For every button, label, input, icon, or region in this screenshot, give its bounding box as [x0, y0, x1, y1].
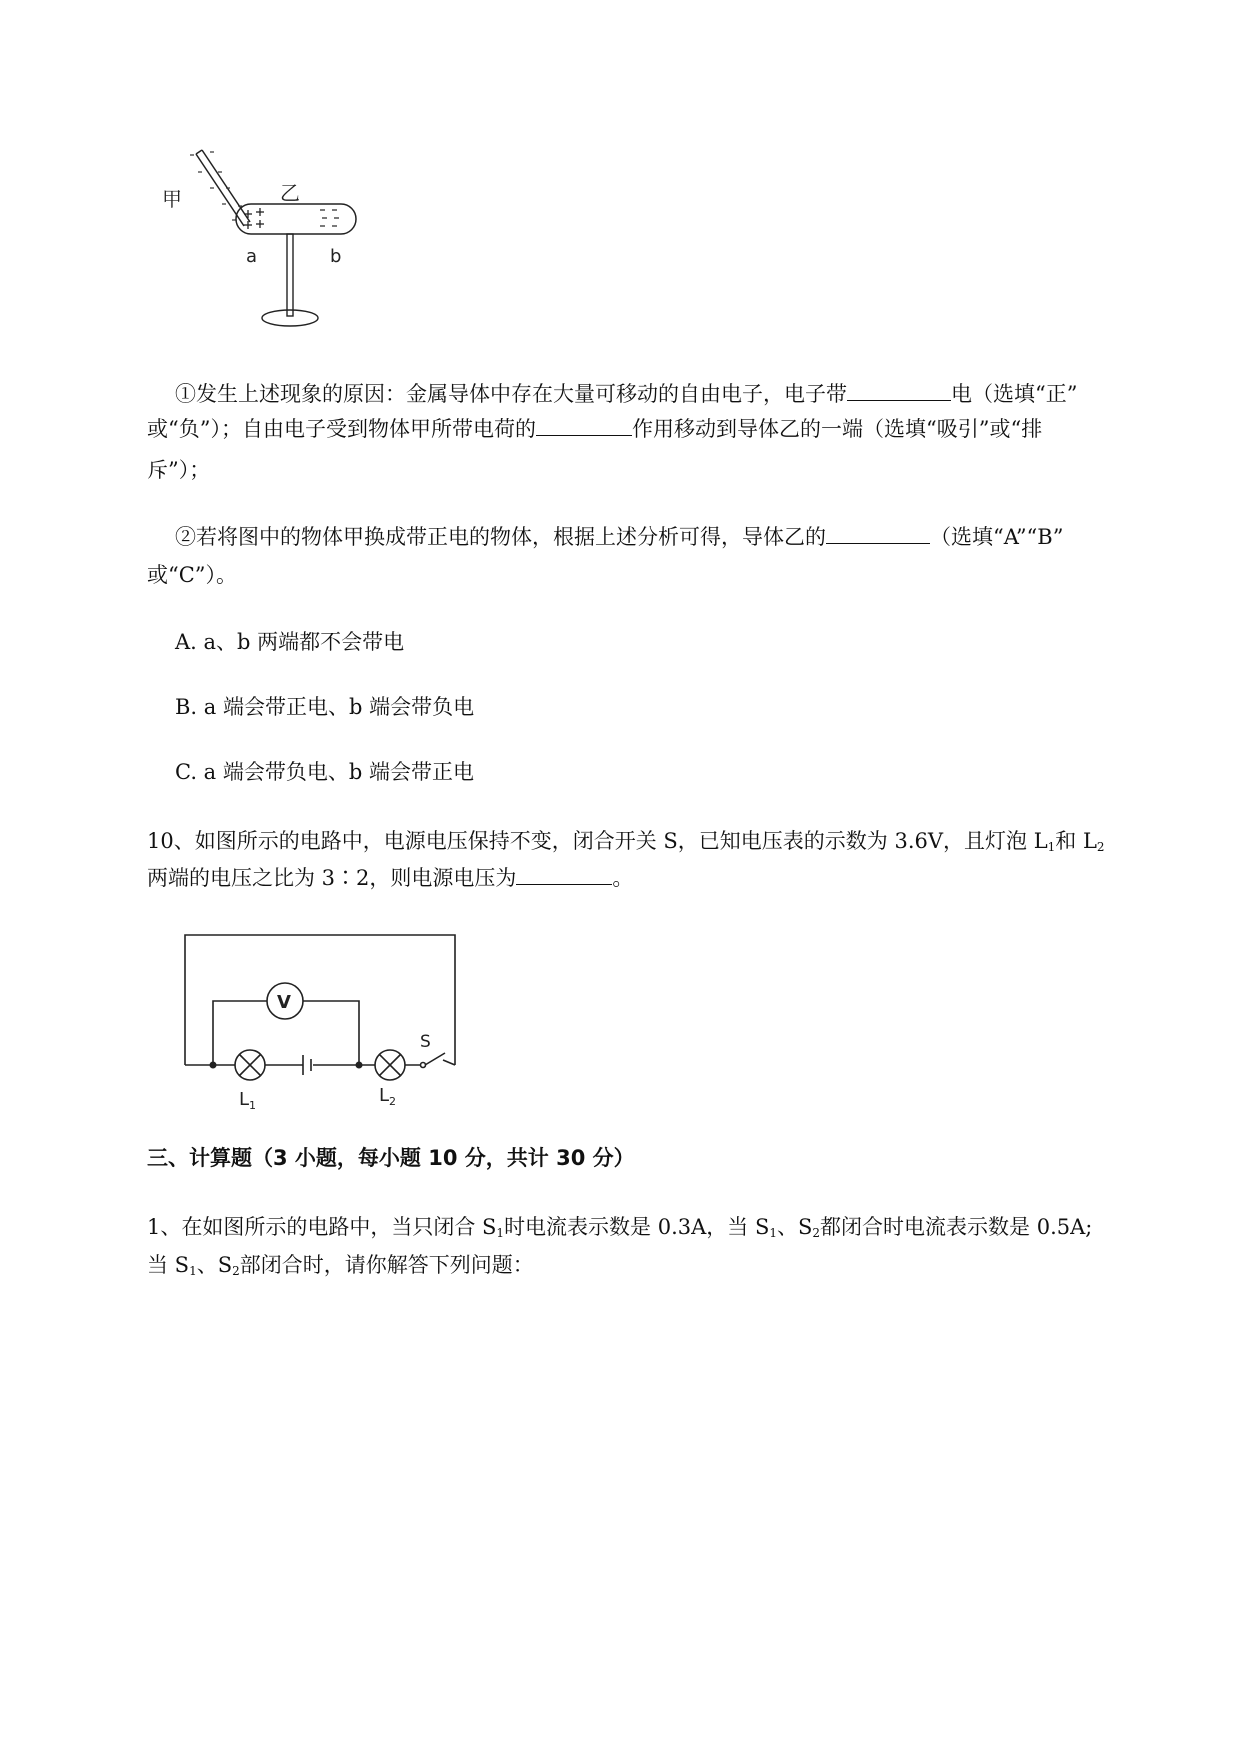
- circuit-diagram: [175, 925, 475, 1115]
- q1-sub: 1: [769, 1226, 778, 1240]
- q1-text-f: 、S: [196, 1253, 233, 1277]
- q1-sub: 1: [496, 1226, 505, 1240]
- q9-p1-text-d: 作用移动到导体乙的一端（选填“吸引”或“排: [631, 417, 1043, 441]
- q9-p1-text-c: 或“负”）；自由电子受到物体甲所带电荷的: [147, 417, 536, 441]
- q1-sub: 1: [189, 1264, 197, 1278]
- voltmeter-label: V: [277, 992, 291, 1013]
- outer-wire: [185, 935, 455, 1065]
- bottom-wire: [185, 1060, 455, 1065]
- negative-charges-b: [320, 210, 339, 226]
- option-a[interactable]: A. a、b 两端都不会带电: [175, 630, 405, 654]
- q9-p2-text-b: （选填“A”“B”: [930, 525, 1064, 549]
- q1-text-e: 当 S: [147, 1253, 190, 1277]
- q10-text-d: 。: [612, 866, 634, 890]
- q1-text-d: 都闭合时电流表示数是 0.5A;: [820, 1215, 1093, 1239]
- q1-line2: [147, 1250, 534, 1286]
- q9-part1-line3: [147, 455, 210, 485]
- switch-label: S: [420, 1032, 431, 1052]
- junction-dot: [356, 1062, 363, 1069]
- q10-sub2: 2: [1096, 840, 1105, 854]
- label-a: a: [246, 246, 258, 267]
- q9-p1-text-e: 斥”）；: [147, 458, 211, 482]
- rod-charges: [190, 152, 242, 220]
- q1-text-b: 时电流表示数是 0.3A，当 S: [504, 1215, 770, 1239]
- section-title: 三、计算题（3 小题，每小题 10 分，共计 30 分）: [147, 1146, 635, 1170]
- q10-text-c: 两端的电压之比为 3∶2，则电源电压为: [147, 866, 517, 890]
- answer-blank[interactable]: [516, 862, 612, 885]
- electrostatic-induction-figure: [162, 150, 410, 335]
- q9-p2-text-c: 或“C”）。: [147, 563, 238, 587]
- answer-blank[interactable]: [536, 413, 632, 436]
- label-yi: 乙: [280, 181, 300, 205]
- answer-blank[interactable]: [826, 521, 930, 544]
- q9-part1-line1: [175, 378, 1077, 409]
- insulating-stand: [262, 234, 318, 326]
- q10-sub1: 1: [1047, 840, 1056, 854]
- q10-line2: [147, 862, 633, 893]
- q9-p1-text-b: 电（选填“正”: [951, 382, 1078, 406]
- option-b[interactable]: B. a 端会带正电、b 端会带负电: [175, 695, 475, 719]
- q1-sub: 2: [232, 1264, 240, 1278]
- answer-blank[interactable]: [847, 378, 951, 401]
- q1-text-g: 部闭合时，请你解答下列问题：: [239, 1253, 534, 1277]
- rod-jia: [196, 150, 250, 226]
- lamp-l2-label: $L_2$: [379, 1085, 397, 1108]
- q9-p1-text-a: ①发生上述现象的原因：金属导体中存在大量可移动的自由电子，电子带: [175, 382, 847, 406]
- q9-part2-line2: [147, 560, 237, 590]
- q10-text-a: 10、如图所示的电路中，电源电压保持不变，闭合开关 S，已知电压表的示数为 3.6V，且灯泡 L: [147, 829, 1048, 853]
- conductor-yi: [236, 204, 356, 234]
- q9-part2-line1: [175, 521, 1063, 552]
- q1-text-c: 、S: [777, 1215, 813, 1239]
- q10-text-b: 和 L: [1055, 829, 1097, 853]
- label-jia: 甲: [162, 187, 182, 211]
- q1-line1: [147, 1212, 1092, 1248]
- q1-sub: 2: [812, 1226, 821, 1240]
- q1-text-a: 1、在如图所示的电路中，当只闭合 S: [147, 1215, 497, 1239]
- q9-part1-line2: [147, 413, 1042, 444]
- option-c[interactable]: C. a 端会带负电、b 端会带正电: [175, 760, 474, 784]
- junction-dot: [210, 1062, 217, 1069]
- lamp-l1-label: $L_1$: [239, 1089, 257, 1112]
- label-b: b: [330, 246, 342, 267]
- switch-blade: [425, 1053, 445, 1065]
- q10-line1: [147, 826, 1105, 862]
- q9-p2-text-a: ②若将图中的物体甲换成带正电的物体，根据上述分析可得，导体乙的: [175, 525, 826, 549]
